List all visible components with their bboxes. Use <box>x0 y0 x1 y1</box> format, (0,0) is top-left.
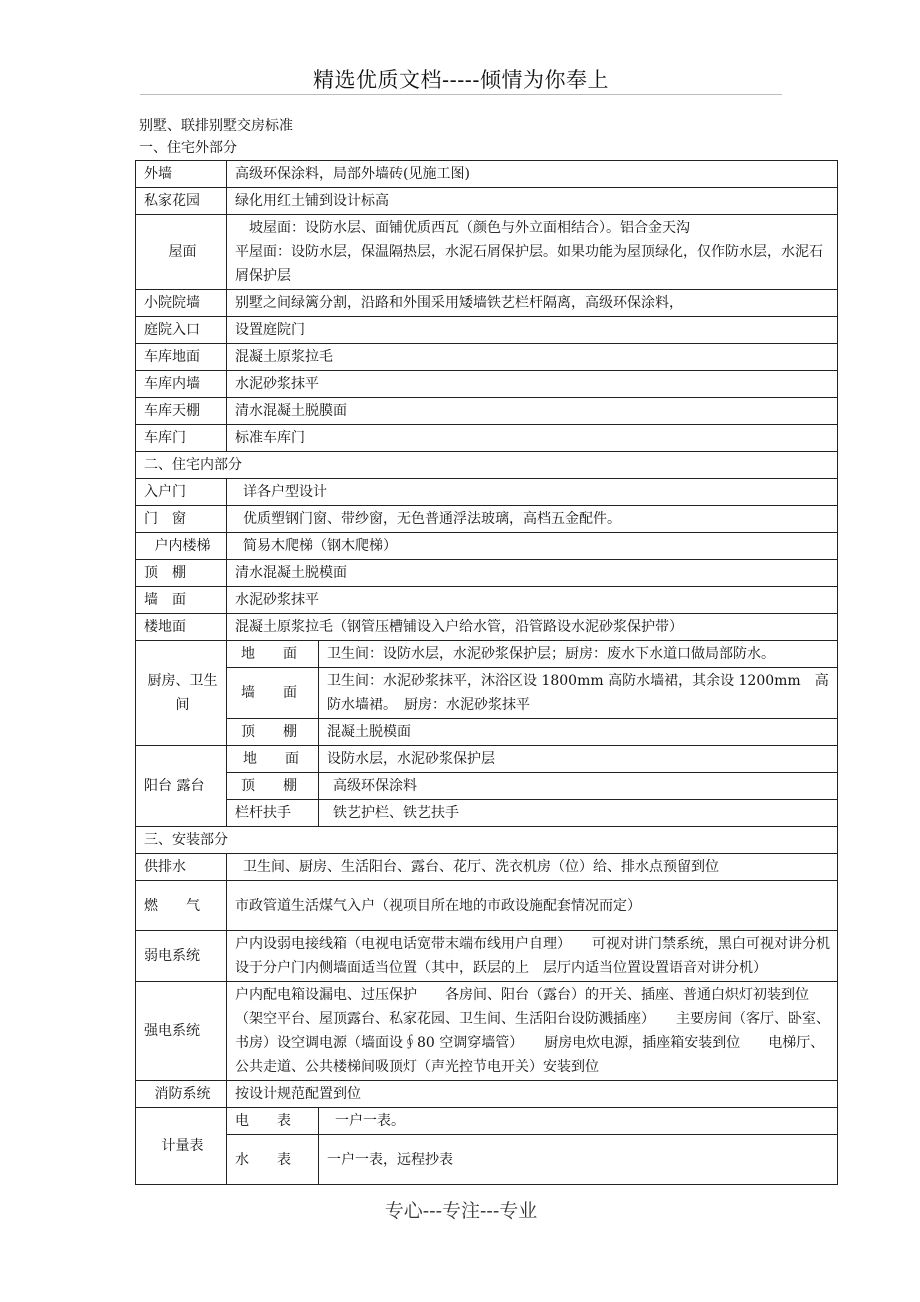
row-value: 混凝土脱模面 <box>319 719 838 746</box>
row-label: 户内楼梯 <box>136 533 227 560</box>
table-row <box>136 188 838 215</box>
row-label: 墙 面 <box>136 587 227 614</box>
row-label: 燃 气 <box>136 881 227 931</box>
table-row <box>136 641 838 668</box>
table-row <box>136 668 838 719</box>
section-row <box>136 452 838 479</box>
table-row <box>136 1081 838 1108</box>
row-label: 弱电系统 <box>136 931 227 982</box>
table-row <box>136 773 838 800</box>
row-value: 设防水层，水泥砂浆保护层 <box>319 746 838 773</box>
group-label-kitchen: 厨房、卫生间 <box>136 641 227 746</box>
sub-label: 墙 面 <box>227 668 319 719</box>
row-value: 简易木爬梯（钢木爬梯） <box>227 533 838 560</box>
row-value: 卫生间：设防水层，水泥砂浆保护层；厨房：废水下水道口做局部防水。 <box>319 641 838 668</box>
section-row <box>136 827 838 854</box>
table-row <box>136 881 838 931</box>
table-row <box>136 614 838 641</box>
table-row <box>136 587 838 614</box>
row-value: 市政管道生活煤气入户（视项目所在地的市政设施配套情况而定） <box>227 881 838 931</box>
row-value: 标准车库门 <box>227 425 838 452</box>
table-row <box>136 1108 838 1135</box>
row-label: 庭院入口 <box>136 317 227 344</box>
row-value: 一户一表，远程抄表 <box>319 1135 838 1185</box>
row-value: 高级环保涂料 <box>319 773 838 800</box>
row-value: 清水混凝土脱模面 <box>227 560 838 587</box>
table-row <box>136 344 838 371</box>
sub-label: 顶 棚 <box>227 719 319 746</box>
row-value: 户内设弱电接线箱（电视电话宽带末端布线用户自理） 可视对讲门禁系统，黑白可视对讲分机设于分户门内侧墙面适当位置（其中，跃层的上 层厅内适当位置设置语音对讲分机） <box>227 931 838 982</box>
table-row <box>136 506 838 533</box>
table-row <box>136 371 838 398</box>
table-row <box>136 425 838 452</box>
row-label: 车库天棚 <box>136 398 227 425</box>
page-footer: 专心---专注---专业 <box>140 1196 782 1223</box>
row-value: 别墅之间绿篱分割，沿路和外围采用矮墙铁艺栏杆隔离，高级环保涂料， <box>227 290 838 317</box>
row-value: 混凝土原浆拉毛（钢管压槽铺设入户给水管，沿管路设水泥砂浆保护带） <box>227 614 838 641</box>
row-label: 强电系统 <box>136 982 227 1081</box>
table-row <box>136 533 838 560</box>
table-row <box>136 560 838 587</box>
roof-slope-text: 坡屋面：设防水层、面铺优质西瓦（颜色与外立面相结合）。铝合金天沟 <box>249 220 690 236</box>
table-row <box>136 800 838 827</box>
row-label: 门 窗 <box>136 506 227 533</box>
row-value: 铁艺护栏、铁艺扶手 <box>319 800 838 827</box>
row-value: 一户一表。 <box>319 1108 838 1135</box>
row-value: 混凝土原浆拉毛 <box>227 344 838 371</box>
table-row <box>136 854 838 881</box>
row-label: 外墙 <box>136 161 227 188</box>
row-label: 小院院墙 <box>136 290 227 317</box>
sub-label: 地 面 <box>227 641 319 668</box>
row-value: 卫生间：水泥砂浆抹平，沐浴区设 1800mm 高防水墙裙，其余设 1200mm 高防水墙裙。 厨房：水泥砂浆抹平 <box>319 668 838 719</box>
row-label: 消防系统 <box>136 1081 227 1108</box>
sub-label: 栏杆扶手 <box>227 800 319 827</box>
row-label: 屋面 <box>136 215 227 290</box>
sub-label: 顶 棚 <box>227 773 319 800</box>
section-heading-interior: 二、住宅内部分 <box>136 452 838 479</box>
row-value: 水泥砂浆抹平 <box>227 371 838 398</box>
spec-table <box>135 160 838 1185</box>
table-row <box>136 931 838 982</box>
table-row <box>136 215 838 290</box>
row-label: 楼地面 <box>136 614 227 641</box>
row-label: 车库门 <box>136 425 227 452</box>
sub-label: 地 面 <box>227 746 319 773</box>
section-heading-exterior: 一、住宅外部分 <box>139 140 237 156</box>
sub-label: 电 表 <box>227 1108 319 1135</box>
document-title: 别墅、联排别墅交房标准 <box>139 118 293 134</box>
sub-label: 水 表 <box>227 1135 319 1185</box>
table-row <box>136 982 838 1081</box>
row-value <box>227 215 838 290</box>
table-row <box>136 746 838 773</box>
header-divider <box>140 94 782 95</box>
table-row <box>136 317 838 344</box>
group-label-balcony: 阳台 露台 <box>136 746 227 827</box>
row-label: 车库内墙 <box>136 371 227 398</box>
row-value: 水泥砂浆抹平 <box>227 587 838 614</box>
row-label: 顶 棚 <box>136 560 227 587</box>
row-label: 供排水 <box>136 854 227 881</box>
table-row <box>136 398 838 425</box>
row-label: 私家花园 <box>136 188 227 215</box>
table-row <box>136 290 838 317</box>
table-row <box>136 719 838 746</box>
page-header: 精选优质文档-----倾情为你奉上 <box>313 68 609 92</box>
row-label: 车库地面 <box>136 344 227 371</box>
group-label-meter: 计量表 <box>136 1108 227 1185</box>
section-heading-installation: 三、安装部分 <box>136 827 838 854</box>
row-value: 高级环保涂料，局部外墙砖(见施工图) <box>227 161 838 188</box>
row-value: 按设计规范配置到位 <box>227 1081 838 1108</box>
table-row <box>136 479 838 506</box>
row-value: 绿化用红土铺到设计标高 <box>227 188 838 215</box>
roof-flat-text: 平屋面：设防水层，保温隔热层，水泥石屑保护层。如果功能为屋顶绿化，仅作防水层，水泥石屑保护层 <box>235 244 823 284</box>
row-value: 户内配电箱设漏电、过压保护 各房间、阳台（露台）的开关、插座、普通白炽灯初装到位（架空平台、屋顶露台、私家花园、卫生间、生活阳台设防溅插座） 主要房间（客厅、卧室、书房）设空调电源（墙面设∮80 空调穿墙管） 厨房电炊电源，插座箱安装到位 电梯厅、公共走道、公共楼梯间吸顶灯（声光控节电开关）安装到位 <box>227 982 838 1081</box>
row-value: 优质塑钢门窗、带纱窗，无色普通浮法玻璃，高档五金配件。 <box>227 506 838 533</box>
row-value: 清水混凝土脱膜面 <box>227 398 838 425</box>
table-row <box>136 161 838 188</box>
table-row <box>136 1135 838 1185</box>
row-value: 详各户型设计 <box>227 479 838 506</box>
row-value: 卫生间、厨房、生活阳台、露台、花厅、洗衣机房（位）给、排水点预留到位 <box>227 854 838 881</box>
row-label: 入户门 <box>136 479 227 506</box>
row-value: 设置庭院门 <box>227 317 838 344</box>
